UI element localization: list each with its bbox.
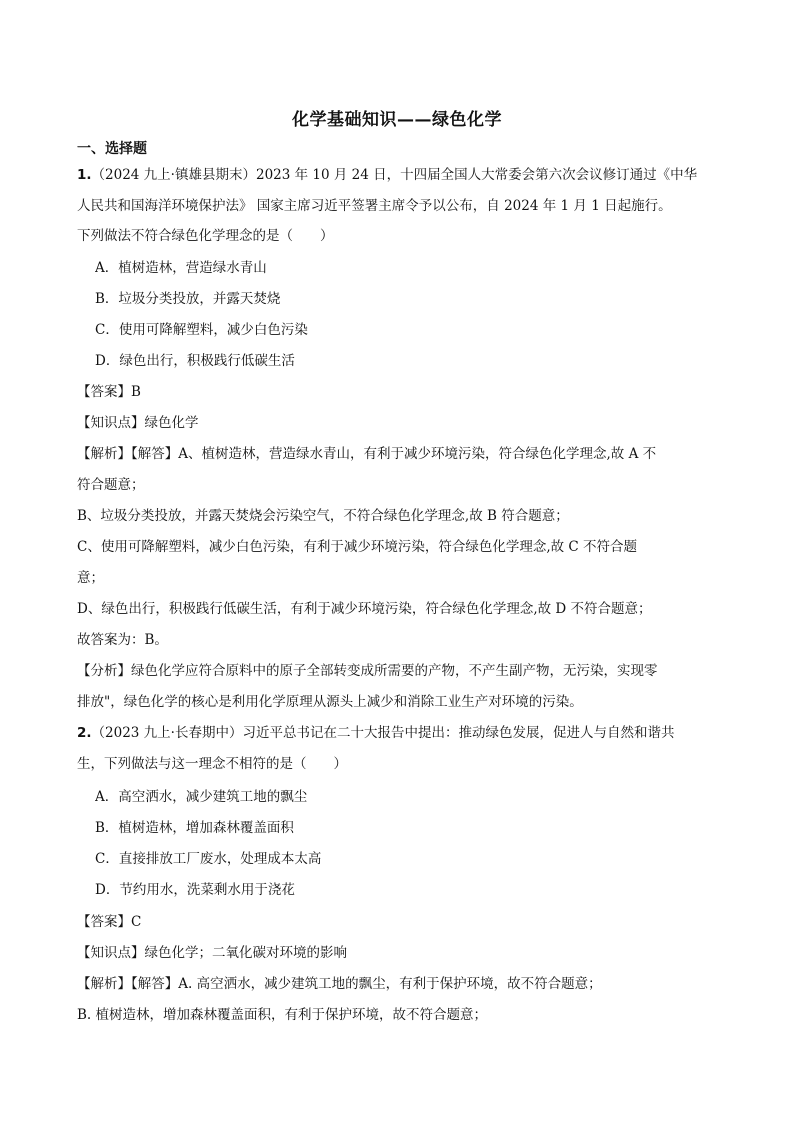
q1-analysis-line5: 意；	[77, 570, 104, 586]
q1-knowledge	[77, 413, 717, 433]
q1-analysis-line3: B、垃圾分类投放，并露天焚烧会污染空气，不符合绿色化学理念,故 B 符合题意；	[77, 508, 569, 524]
q2-source: （2023 九上·长春期中）	[91, 725, 243, 741]
q1-knowledge-value: 绿色化学	[144, 415, 199, 431]
q2-knowledge	[77, 943, 717, 963]
q2-stem-line2: 生，下列做法与这一理念不相符的是（ ）	[77, 756, 347, 772]
q2-analysis-label: 【解析】【解答】	[77, 976, 179, 992]
q2-answer	[77, 912, 717, 932]
q1-fenxi-line1	[77, 661, 717, 681]
q1-analysis-line2: 符合题意；	[77, 477, 145, 493]
q1-fenxi-line2: 排放"，绿色化学的核心是利用化学原理从源头上减少和消除工业生产对环境的污染。	[77, 694, 583, 710]
q1-answer-label: 【答案】	[77, 384, 131, 400]
q2-option-c: C．直接排放工厂废水，处理成本太高	[95, 851, 322, 867]
q1-analysis-line4: C、使用可降解塑料，减少白色污染，有利于减少环境污染，符合绿色化学理念,故 C 不符合题	[77, 539, 638, 555]
q1-analysis-line6: D、绿色出行，积极践行低碳生活，有利于减少环境污染，符合绿色化学理念,故 D 不符合题意；	[77, 601, 652, 617]
q1-fenxi-text1: 绿色化学应符合原料中的原子全部转变成所需要的产物，不产生副产物，无污染，实现零	[131, 663, 658, 679]
q1-analysis-line1	[77, 444, 717, 464]
q2-option-a: A．高空洒水，减少建筑工地的飘尘	[95, 789, 308, 805]
q1-stem-line3: 下列做法不符合绿色化学理念的是（ ）	[77, 228, 334, 244]
q2-analysis-text1: A. 高空洒水，减少建筑工地的飘尘，有利于保护环境，故不符合题意；	[178, 976, 602, 992]
q2-knowledge-value: 绿色化学；二氧化碳对环境的影响	[144, 945, 347, 961]
q2-stem-text1: 习近平总书记在二十大报告中提出：推动绿色发展，促进人与自然和谐共	[242, 725, 675, 741]
q1-stem-text1: 2023 年 10 月 24 日，十四届全国人大常委会第六次会议修订通过《中华	[255, 167, 698, 183]
q2-analysis-line2: B. 植树造林，增加森林覆盖面积，有利于保护环境，故不符合题意；	[77, 1007, 488, 1023]
q1-answer	[77, 382, 717, 402]
q1-analysis-label: 【解析】【解答】	[77, 446, 179, 462]
q2-knowledge-label: 【知识点】	[77, 945, 145, 961]
q2-number: 2.	[77, 725, 92, 741]
q1-source: （2024 九上·镇雄县期末）	[91, 167, 256, 183]
q1-option-a: A．植树造林，营造绿水青山	[95, 260, 267, 276]
q2-option-b: B．植树造林，增加森林覆盖面积	[95, 820, 294, 836]
q2-option-d: D．节约用水，洗菜剩水用于浇花	[95, 882, 295, 898]
q1-fenxi-label: 【分析】	[77, 663, 131, 679]
q1-analysis-text1: A、植树造林，营造绿水青山，有利于减少环境污染，符合绿色化学理念,故 A 不	[178, 446, 657, 462]
q2-stem-line1	[77, 723, 717, 743]
q1-stem-line1	[77, 165, 717, 185]
section-heading: 一、选择题	[77, 141, 147, 157]
page-title: 化学基础知识——绿色化学	[292, 110, 502, 130]
q1-option-d: D．绿色出行，积极践行低碳生活	[95, 353, 295, 369]
q1-option-c: C．使用可降解塑料，减少白色污染	[95, 322, 308, 338]
q1-stem-line2: 人民共和国海洋环境保护法》 国家主席习近平签署主席令予以公布，自 2024 年 1 月 1 日起施行。	[77, 198, 672, 214]
q1-number: 1.	[77, 167, 92, 183]
q1-option-b: B．垃圾分类投放，并露天焚烧	[95, 291, 281, 307]
q2-analysis-line1	[77, 974, 717, 994]
q1-answer-value: B	[131, 384, 141, 400]
q2-answer-label: 【答案】	[77, 914, 131, 930]
q2-answer-value: C	[131, 914, 142, 930]
q1-knowledge-label: 【知识点】	[77, 415, 145, 431]
q1-analysis-line7: 故答案为：B。	[77, 632, 168, 648]
